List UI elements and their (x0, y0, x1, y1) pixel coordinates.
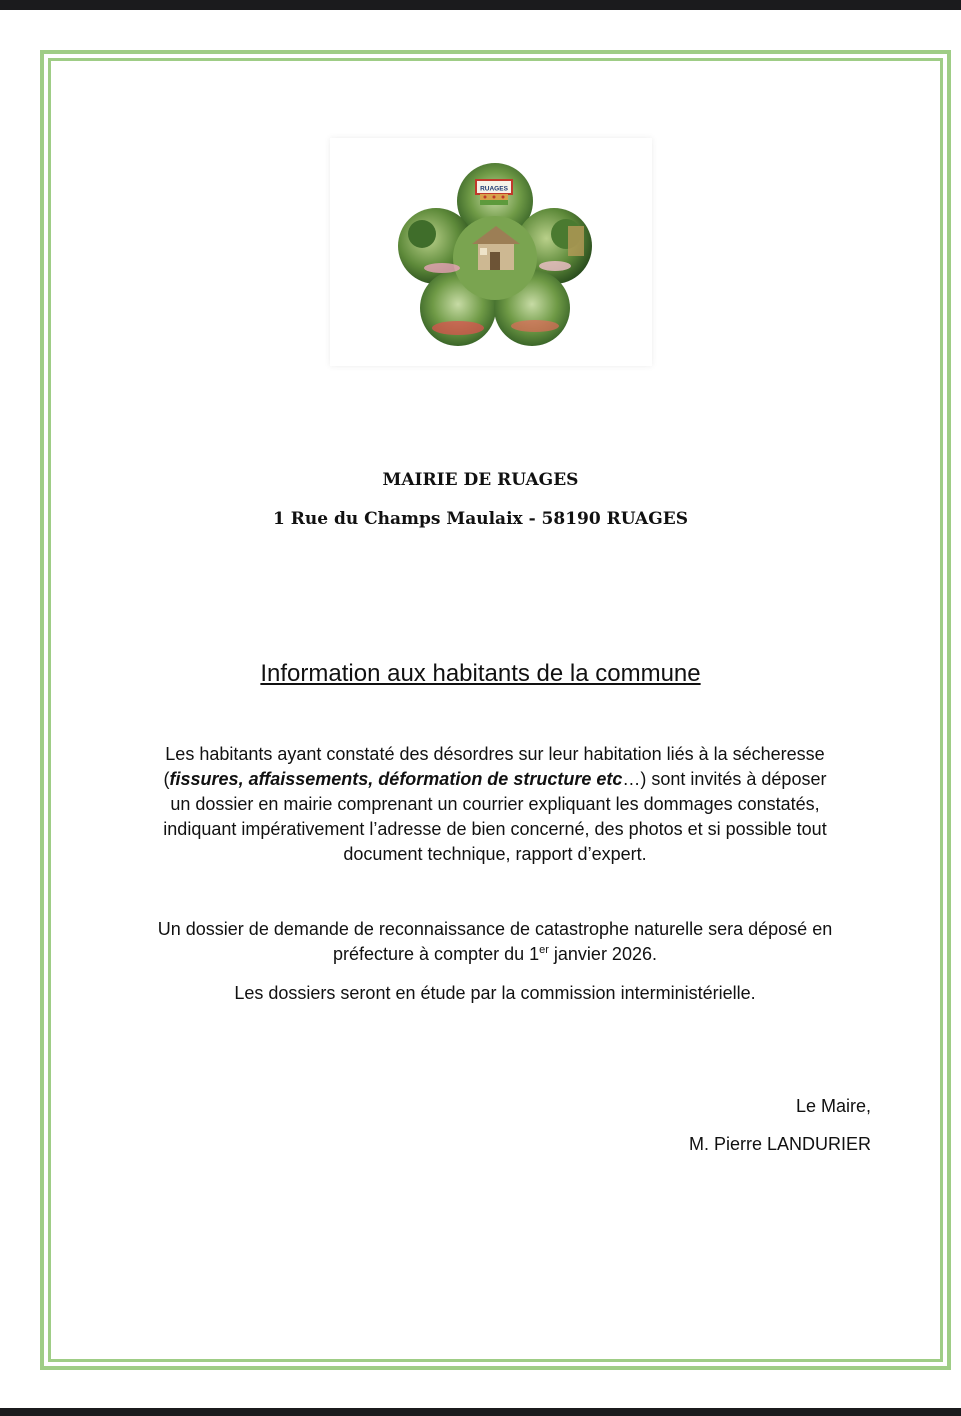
flower-photo-collage-logo-icon (330, 138, 652, 366)
signature-name: M. Pierre LANDURIER (688, 1134, 871, 1154)
screen-top-bar (0, 0, 961, 10)
page-title: Information aux habitants de la commune (260, 660, 701, 687)
text-line: Les habitants ayant constaté des désordres sur leur habitation liés à la sécheresse (165, 744, 825, 764)
paragraph-drought-damage (110, 742, 880, 867)
town-hall-address: 1 Rue du Champs Maulaix - 58190 RUAGES (273, 509, 688, 529)
paragraph-commission: Les dossiers seront en étude par la commission interministérielle. (234, 983, 756, 1003)
text-line: document technique, rapport d’expert. (343, 844, 647, 864)
text-line: (fissures, affaissements, déformation de structure etc…) sont invités à déposer (163, 769, 827, 789)
signature-role: Le Maire, (795, 1096, 871, 1116)
village-sign-text: RUAGES (480, 185, 508, 193)
town-hall-name: MAIRIE DE RUAGES (382, 470, 579, 490)
screen-bottom-bar (0, 1408, 961, 1416)
emphasis-damage-types: fissures, affaissements, déformation de structure etc (169, 769, 623, 789)
text-line: un dossier en mairie comprenant un courrier expliquant les dommages constatés, (170, 794, 820, 814)
text-line: indiquant impérativement l’adresse de bien concerné, des photos et si possible tout (163, 819, 827, 839)
municipal-logo (330, 138, 652, 366)
paragraph-natural-disaster-request (110, 917, 880, 967)
text-line: préfecture à compter du 1er janvier 2026. (333, 944, 657, 964)
text-line: Un dossier de demande de reconnaissance de catastrophe naturelle sera déposé en (157, 919, 833, 939)
